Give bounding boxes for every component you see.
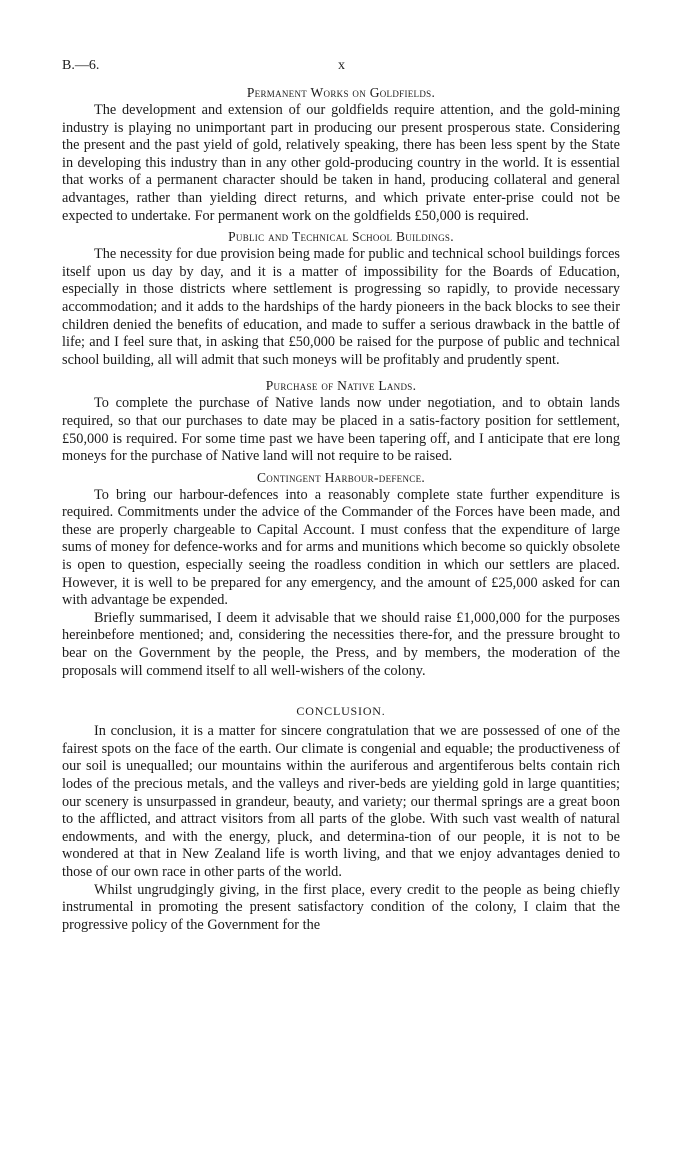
paragraph-harbour-defence: To bring our harbour-defences into a reasonably complete state further expenditure is required. Commitments under the advice of the Commander of the Forces have been made, and these are properly chargeable to Capital Account. I must confess that the expenditure of large sums of money for defence-works and for arms and munitions which become so quickly obsolete is open to question, especially seeing the roadless condition in which our settlers are placed. However, it is well to be prepared for any emergency, and the amount of £25,000 asked for can with advantage be expended. <box>62 486 620 609</box>
paragraph-native-lands: To complete the purchase of Native lands now under negotiation, and to obtain lands required, so that our purchases to date may be placed in a satis-factory position for settlement, £50,000 is required. For some time past we have been tapering off, and I anticipate that ere long moneys for the purchase of Native land will not require to be raised. <box>62 395 620 465</box>
section-heading-native-lands: Purchase of Native Lands. <box>265 378 417 394</box>
section-heading-school-buildings: Public and Technical School Buildings. <box>228 229 454 245</box>
page-number: x <box>338 58 345 73</box>
paragraph-conclusion: In conclusion, it is a matter for sincere congratulation that we are possessed of one of the fairest spots on the face of the earth. Our climate is congenial and equable; the productiveness of our soil is unequalled; our mountains within the auriferous and argentiferous belts contain rich lodes of the precious metals, and the valleys and river-beds are yielding gold in large quantities; our scenery is unsurpassed in grandeur, beauty, and variety; our thermal springs are a great boon to the afflicted, and attract visitors from all parts of the globe. With such vast wealth of natural endowments, and with the energy, pluck, and determina-tion of our people, it is not to be wondered at that in New Zealand life is worth living, and that we enjoy advantages denied to those of our own race in other parts of the world. <box>62 723 620 880</box>
paragraph-goldfields: The development and extension of our goldfields require attention, and the gold-mining industry is playing no unimportant part in producing our present prosperous state. Considering the present and the past yield of gold, relatively speaking, there has been less spent by the State in developing this industry than in any other gold-producing country in the world. It is essential that works of a permanent character should be taken in hand, producing collateral and general advantages, rather than yielding direct returns, and which private enter-prise could not be expected to undertake. For permanent work on the goldfields £50,000 is required. <box>62 102 620 224</box>
page-header <box>62 58 620 84</box>
paragraph-policy: Whilst ungrudgingly giving, in the first place, every credit to the people as being chiefly instrumental in promoting the present satisfactory condition of the colony, I claim that the progressive policy of the Government for the <box>62 881 620 933</box>
document-reference: B.—6. <box>62 58 100 73</box>
paragraph-summary: Briefly summarised, I deem it advisable that we should raise £1,000,000 for the purposes hereinbefore mentioned; and, considering the necessities there-for, and the pressure brought to bear on the Government by the people, the Press, and by members, the moderation of the proposals will commend itself to all well-wishers of the colony. <box>62 609 620 679</box>
section-heading-harbour-defence: Contingent Harbour-defence. <box>256 469 426 485</box>
section-heading-conclusion: CONCLUSION. <box>296 704 386 719</box>
section-heading-goldfields: Permanent Works on Goldfields. <box>246 85 436 100</box>
paragraph-school-buildings: The necessity for due provision being made for public and technical school buildings forces itself upon us day by day, and it is a matter of impossibility for the Boards of Education, especially in those districts where settlement is progressing so rapidly, to provide necessary accommodation; and it adds to the hardships of the hardy pioneers in the back blocks to see their children denied the benefits of education, and made to suffer a serious drawback in the battle of life; and I feel sure that, in asking that £50,000 be raised for the purpose of public and technical school building, all will admit that such moneys will be profitably and prudently spent. <box>62 246 620 368</box>
document-page <box>62 58 620 934</box>
